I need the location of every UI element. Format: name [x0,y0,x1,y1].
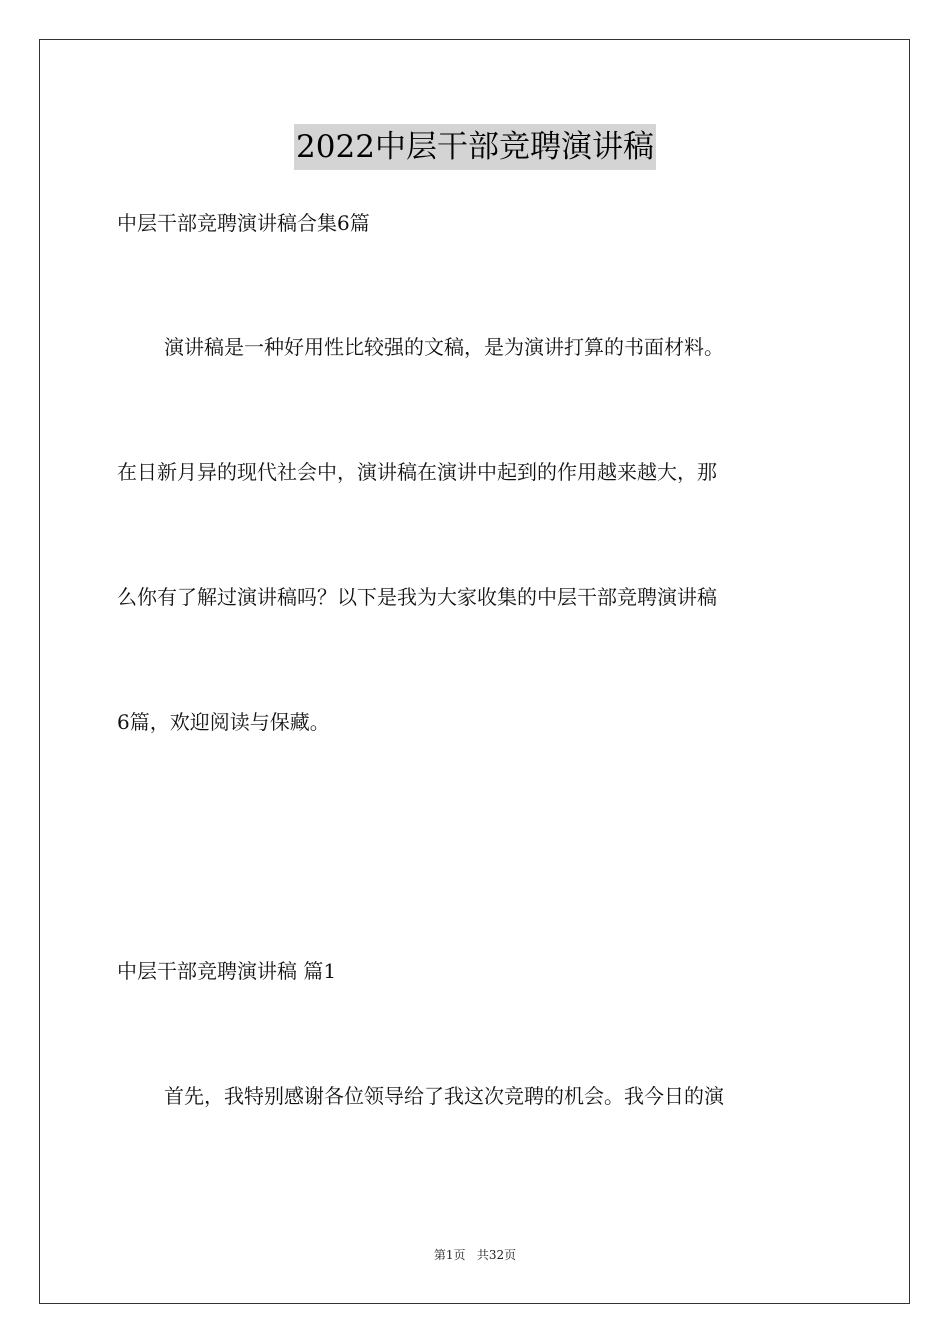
title-container [0,124,950,170]
page-number-footer: 第1页 共32页 [433,1248,517,1262]
document-subtitle: 中层干部竞聘演讲稿合集6篇 [117,211,370,235]
document-title: 2022中层干部竞聘演讲稿 [294,124,656,170]
intro-line-1: 演讲稿是一种好用性比较强的文稿，是为演讲打算的书面材料。 [164,335,724,359]
section-first-line: 首先，我特别感谢各位领导给了我这次竞聘的机会。我今日的演 [164,1084,724,1108]
intro-line-4: 6篇，欢迎阅读与保藏。 [117,710,330,734]
section-heading: 中层干部竞聘演讲稿 篇1 [117,959,337,983]
intro-line-2: 在日新月异的现代社会中，演讲稿在演讲中起到的作用越来越大，那 [117,460,717,484]
intro-line-3: 么你有了解过演讲稿吗？以下是我为大家收集的中层干部竞聘演讲稿 [117,585,717,609]
